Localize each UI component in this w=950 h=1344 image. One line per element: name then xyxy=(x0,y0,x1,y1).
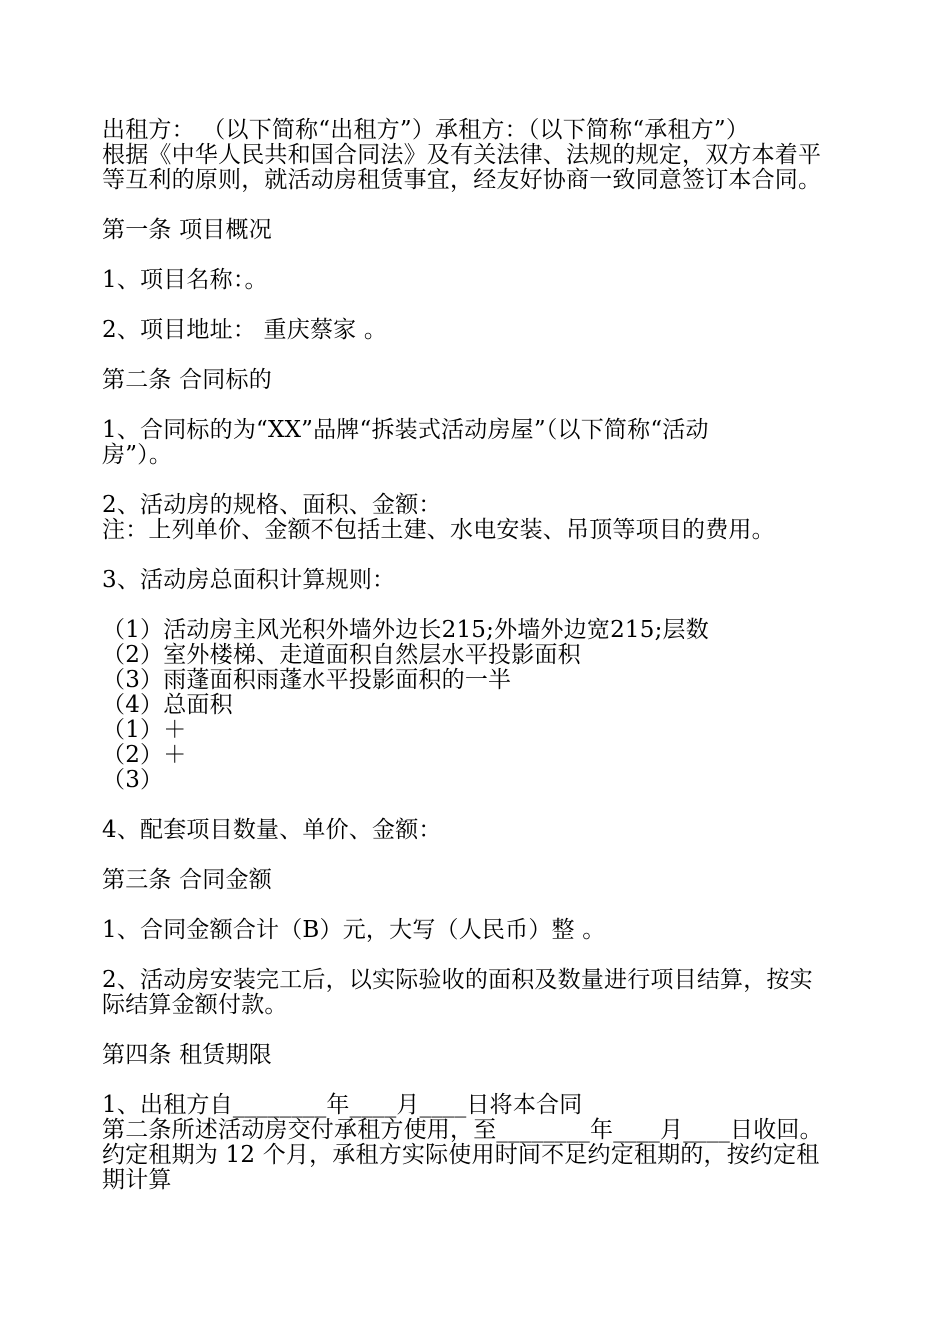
area-rule: （2）室外楼梯、走道面积自然层水平投影面积 xyxy=(102,642,581,668)
lease-term-line-4: 期计算 xyxy=(102,1167,172,1193)
spacer xyxy=(102,843,854,868)
area-rule: （2）＋ xyxy=(102,742,187,768)
contract-amount-item: 1、合同金额合计（B）元，大写（人民币）整 。 xyxy=(102,917,606,943)
lease-term-line-3: 约定租期为 12 个月，承租方实际使用时间不足约定租期的，按约定租 xyxy=(102,1142,820,1168)
settlement-item-line-2: 际结算金额付款。 xyxy=(102,992,288,1018)
spacer xyxy=(102,343,854,368)
spacer xyxy=(102,1018,854,1043)
preamble-line-1: 根据《中华人民共和国合同法》及有关法律、法规的规定，双方本着平 xyxy=(102,142,822,168)
area-rule: （1）活动房主风光积外墙外边长215;外墙外边宽215;层数 xyxy=(102,617,709,643)
spacer xyxy=(102,468,854,493)
spacer xyxy=(102,893,854,918)
spec-item-note: 注：上列单价、金额不包括土建、水电安装、吊顶等项目的费用。 xyxy=(102,517,775,543)
area-rule: （3） xyxy=(102,767,164,793)
spacer xyxy=(102,943,854,968)
subject-item-line-1: 1、合同标的为“XX”品牌“拆装式活动房屋”（以下简称“活动 xyxy=(102,417,709,443)
spacer xyxy=(102,543,854,568)
article-2-heading: 第二条 合同标的 xyxy=(102,367,272,393)
lease-term-line-1: 1、出租方自________年____月____日将本合同 xyxy=(102,1092,583,1118)
area-rule: （4）总面积 xyxy=(102,692,233,718)
spacer xyxy=(102,243,854,268)
article-1-heading: 第一条 项目概况 xyxy=(102,217,272,243)
spacer xyxy=(102,593,854,618)
article-3-heading: 第三条 合同金额 xyxy=(102,867,272,893)
parties-line: 出租方： （以下简称“出租方”）承租方：（以下简称“承租方”） xyxy=(102,117,750,143)
spacer xyxy=(102,1068,854,1093)
spacer xyxy=(102,293,854,318)
project-address-item: 2、项目地址： 重庆蔡家 。 xyxy=(102,317,388,343)
spacer xyxy=(102,793,854,818)
contract-document xyxy=(102,118,854,1193)
spacer xyxy=(102,393,854,418)
area-rules-heading: 3、活动房总面积计算规则： xyxy=(102,567,396,593)
area-rule: （1）＋ xyxy=(102,717,187,743)
subject-item-line-2: 房”）。 xyxy=(102,442,173,468)
preamble-line-2: 等互利的原则，就活动房租赁事宜，经友好协商一致同意签订本合同。 xyxy=(102,167,822,193)
ancillary-items: 4、配套项目数量、单价、金额： xyxy=(102,817,442,843)
spacer xyxy=(102,193,854,218)
article-4-heading: 第四条 租赁期限 xyxy=(102,1042,272,1068)
project-name-item: 1、项目名称：。 xyxy=(102,267,268,293)
settlement-item-line-1: 2、活动房安装完工后，以实际验收的面积及数量进行项目结算，按实 xyxy=(102,967,813,993)
spec-item-line-1: 2、活动房的规格、面积、金额： xyxy=(102,492,442,518)
lease-term-line-2: 第二条所述活动房交付承租方使用，至________年____月____日收回。 xyxy=(102,1117,823,1143)
area-rule: （3）雨蓬面积雨蓬水平投影面积的一半 xyxy=(102,667,512,693)
area-rules-list xyxy=(102,618,854,793)
